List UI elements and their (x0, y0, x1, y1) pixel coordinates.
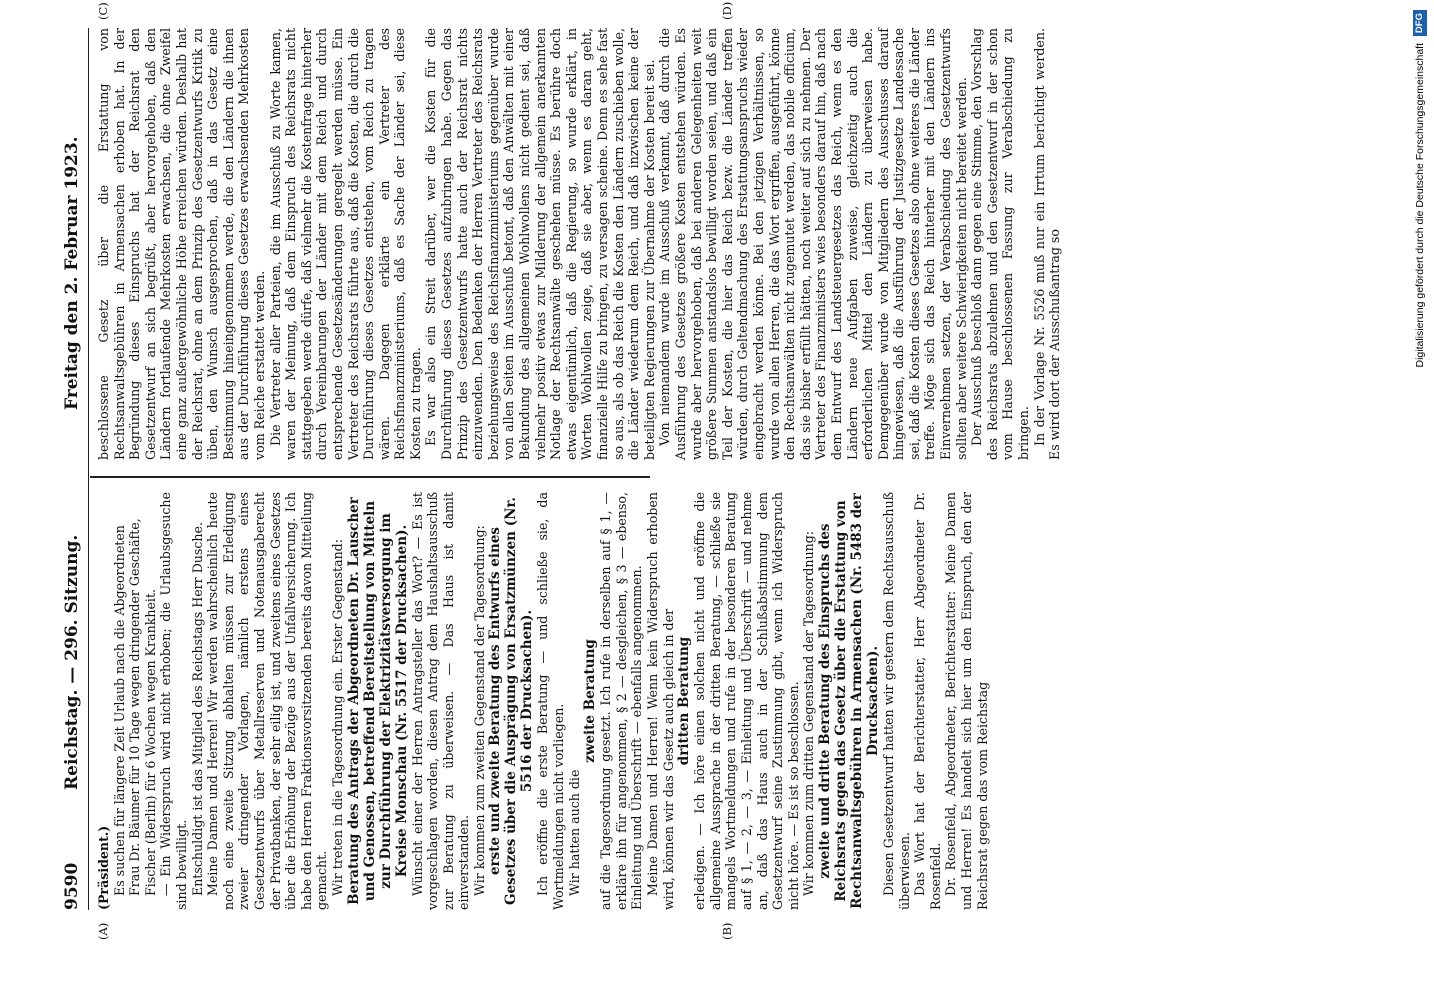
paragraph: Frau Dr. Bäumer für 10 Tage wegen dringender Geschäfte, (127, 518, 143, 896)
section-heading: zweite Beratung (582, 639, 599, 763)
paragraph: Dr. Rosenfeld, Abgeordneter, Berichterstatter: Meine Damen und Herren! Es handelt sich hier um den Einspruch, den der Reichsrat gegen das vom Reichstag (943, 492, 990, 910)
agenda-item: erste und zweite Beratung des Entwurfs eines Gesetzes über die Ausprägung von Ersatzmünzen (Nr. 5516 der Drucksachen). (487, 497, 536, 906)
paragraph: auf die Tagesordnung gesetzt. Ich rufe in derselben auf § 1, — erkläre ihn für angenommen, § 2 — desgleichen, § 3 — ebenso, Einleitung und Überschrift — ebenfalls angenommen. (598, 492, 645, 910)
paragraph: erledigen. — Ich höre einen solchen nicht und eröffne die allgemeine Aussprache in der dritten Beratung, — schließe sie mangels Wortmeldungen und rufe in der besonderen Beratung auf § 1, — 2, — 3, — Einleitung und Überschrift — und nehme an, daß das Haus auch in der Schlußabstimmung dem Gesetzentwurf seine Zustimmung gibt, wenn ich Widerspruch nicht höre. — Es ist so beschlossen. (692, 492, 801, 910)
paragraph: Es war also ein Streit darüber, wer die Kosten für die Durchführung dieses Gesetzes aufzubringen habe. Gegen das Prinzip des Gesetzentwurfs hatte auch der Reichsrat nichts einzuwenden. Den Bedenken der Herren Vertreter des Reichsrats beziehungsweise des Reichsfinanzministeriums gegenüber wurde von allen Seiten im Ausschuß betont, daß den Anwälten mit einer Bekundung des allgemeinen Wohlwollens nicht gedient sei, daß vielmehr positiv etwas zur Milderung der allgemein anerkannten Notlage der Rechtsanwälte geschehen müsse. Es berühre doch etwas eigentümlich, daß die Regierung, so wurde erklärt, in Worten Wohlwollen zeige, daß sie aber, wenn es daran geht, finanzielle Hilfe zu bringen, zu versagen scheine. Denn es sehe fast so aus, als ob das Reich die Kosten den Ländern zuschieben wolle, die Länder wiederum dem Reich, und daß inzwischen keine der beteiligten Regierungen zur Übernahme der Kosten bereit sei. (423, 27, 657, 460)
margin-mark-a: (A) (96, 922, 110, 940)
header-rule (88, 28, 89, 910)
paragraph: Meine Damen und Herren! Wir werden wahrscheinlich heute noch eine zweite Sitzung abhalten müssen zur Erledigung zweier dringender Vorlagen, nämlich erstens eines Gesetzentwurfs über Metallreserven und Notenausgaberecht der Privatbanken, der sehr eilig ist, und zweitens eines Gesetzes über die Erhöhung der Bezüge aus der Unfallversicherung. Ich habe den Herren Fraktionsvorsitzenden bereits davon Mitteilung gemacht. (205, 492, 330, 910)
paragraph: Diesen Gesetzentwurf hatten wir gestern dem Rechtsausschuß überwiesen. (880, 492, 912, 910)
paragraph: Die Vertreter aller Parteien, die im Ausschuß zu Worte kamen, waren der Meinung, daß dem Einspruch des Reichsrats nicht stattgegeben werde dürfe, daß vielmehr die Kostenfrage hinterher durch Vereinbarungen der Länder mit dem Reich und durch entsprechende Gesetzesänderungen geregelt werden müsse. Ein Vertreter des Reichsrats führte aus, daß die Kosten, die durch die Durchführung dieses Gesetzes entstehen, vom Reich zu tragen wären. Dagegen erklärte ein Vertreter des Reichsfinanzministeriums, daß es Sache der Länder sei, diese Kosten zu tragen. (267, 28, 423, 460)
paragraph: Von niemandem wurde im Ausschuß verkannt, daß durch die Ausführung des Gesetzes größere Kosten entstehen würden. Es wurde aber hervorgehoben, daß bei anderen Gelegenheiten weit größere Summen anstandslos bewilligt worden seien, und daß ein Teil der Kosten, die hier das Reich bezw. die Länder treffen würden, durch Geltendmachung des Erstattungsanspruchs wieder eingebracht werden könne. Bei den jetzigen Verhältnissen, so wurde von allen Herren, die das Wort ergriffen, ausgeführt, könne den Rechtsanwälten nicht zugemutet werden, das nobile officium, das sie bisher erfüllt hätten, noch weiter auf sich zu nehmen. Der Vertreter des Finanzministers wies besonders darauf hin, daß nach dem Entwurf des Landsteuergesetzes das Reich, wenn es den Ländern neue Aufgaben zuweise, gleichzeitig auch die erforderlichen Mittel den Ländern zu überweisen habe. Demgegenüber wurde von Mitgliedern des Ausschusses darauf hingewiesen, daß die Ausführung der Justizgesetze Landessache sei, daß die Kosten dieses Gesetzes also ohne weiteres die Länder treffe. Möge sich das Reich hinterher mit den Ländern ins Einvernehmen setzen, der Verabschiedung des Gesetzentwurfs sollten aber weitere Schwierigkeiten nicht bereitet werden. (657, 28, 969, 460)
paragraph: Der Ausschuß beschloß dann gegen eine Stimme, den Vorschlag des Reichsrats abzulehnen und den Gesetzentwurf in der schon vom Hause beschlossenen Fassung zur Verabschiedung zu bringen. (969, 28, 1032, 460)
section-heading: dritten Beratung (676, 636, 693, 766)
margin-mark-b: (B) (720, 922, 734, 940)
header-right-title: Freitag den 2. Februar 1923. (62, 136, 82, 410)
paragraph: Ich eröffne die erste Beratung — und schließe sie, da Wortmeldungen nicht vorliegen. (535, 492, 567, 910)
paragraph: Das Wort hat der Berichterstatter, Herr Abgeordneter Dr. Rosenfeld. (912, 492, 943, 910)
paragraph: Wir treten in die Tagesordnung ein. Erster Gegenstand: (329, 539, 345, 896)
paragraph: Wir kommen zum zweiten Gegenstand der Tagesordnung: (471, 525, 487, 896)
footer-text: Digitalisierung gefördert durch die Deutsche Forschungsgemeinschaft (1414, 42, 1426, 368)
left-column (96, 492, 990, 910)
paragraph: Entschuldigt ist das Mitglied des Reichstags Herr Dusche. (189, 522, 205, 896)
page-number: 9590 (62, 862, 82, 910)
digitization-footer (1406, 0, 1434, 1000)
paragraph: beschlossene Gesetz über die Erstattung von Rechtsanwaltsgebühren in Armensachen erhoben hat. In der Begründung dieses Einspruchs hat der Reichsrat den Gesetzentwurf an sich begrüßt, aber hervorgehoben, daß den Ländern fortlaufende Mehrkosten erwachsen, die ohne Zweifel eine ganz außergewöhnliche Höhe erreichen würden. Deshalb hat der Reichsrat, ohne an dem Prinzip des Gesetzentwurfs Kritik zu üben, den Wunsch ausgesprochen, daß in das Gesetz eine Bestimmung hineingenommen werde, die den Ländern die ihnen aus der Durchführung dieses Gesetzes erwachsenden Mehrkosten vom Reiche erstattet werden. (96, 28, 267, 460)
speaker-label: (Präsident.) (96, 825, 111, 910)
paragraph: Wir hatten auch die (566, 769, 582, 896)
paragraph: In der Vorlage Nr. 5526 muß nur ein Irrtum berichtigt werden. Es wird dort der Ausschußantrag so (1031, 28, 1063, 460)
paragraph: — Ein Widerspruch wird nicht erhoben; die Urlaubsgesuche sind bewilligt. (158, 492, 189, 910)
paragraph: Wünscht einer der Herren Antragsteller das Wort? — Es ist vorgeschlagen worden, diesen Antrag dem Haushaltsausschuß zur Beratung zu überweisen. — Das Haus ist damit einverstanden. (409, 492, 472, 910)
header-left-title: Reichstag. — 296. Sitzung. (62, 534, 82, 790)
paragraph: Es suchen für längere Zeit Urlaub nach die Abgeordneten (111, 525, 127, 896)
margin-mark-d: (D) (720, 1, 734, 20)
agenda-item: Beratung des Antrags der Abgeordneten Dr. Lauscher und Genossen, betreffend Bereitstellung von Mitteln zur Durchführung der Elektrizitätsversorgung im Kreise Monschau (Nr. 5517 der Drucksachen). (345, 497, 410, 905)
column-rule (90, 477, 650, 479)
paragraph: Wir kommen zum dritten Gegenstand der Tagesordnung: (801, 530, 817, 896)
paragraph: Meine Damen und Herren! Wenn kein Widerspruch erhoben wird, können wir das Gesetz auch gleich in der (645, 492, 676, 910)
margin-mark-c: (C) (96, 2, 110, 20)
dfg-logo: DFG (1413, 10, 1427, 36)
paragraph: Fischer (Berlin) für 6 Wochen wegen Krankheit. (142, 588, 158, 896)
right-column (96, 28, 1063, 460)
agenda-item: zweite und dritte Beratung des Einspruchs des Reichsrats gegen das Gesetz über die Erstattung von Rechtsanwaltsgebühren in Armensachen (Nr. 5483 der Drucksachen). (816, 493, 881, 909)
